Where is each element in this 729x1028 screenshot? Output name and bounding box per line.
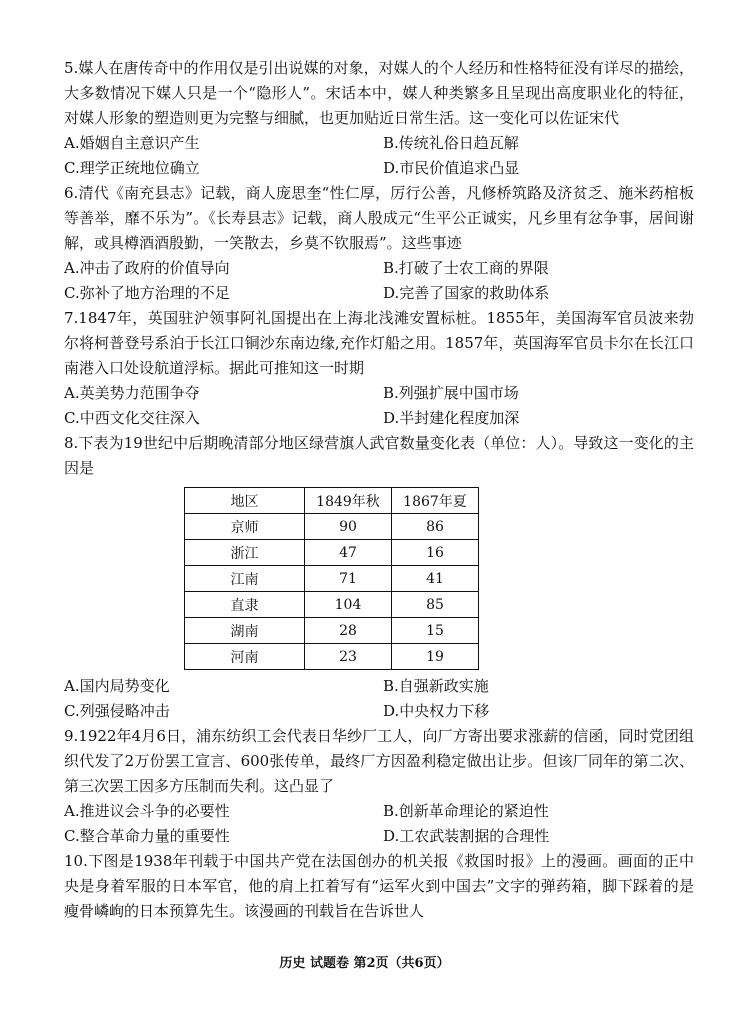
table-header: 1867年夏	[392, 488, 479, 514]
question-6-options	[64, 256, 694, 306]
question-5-option-d: D.市民价值追求凸显	[383, 159, 520, 177]
table-row	[185, 592, 479, 618]
table-row	[185, 540, 479, 566]
question-5-option-b: B.传统礼俗日趋瓦解	[383, 134, 519, 152]
page-footer: 历史 试题卷 第2页（共6页）	[279, 956, 450, 971]
table-cell-region: 京师	[185, 514, 305, 540]
table-cell: 85	[392, 592, 479, 618]
question-8-option-d: D.中央权力下移	[383, 702, 490, 720]
question-8-options	[64, 674, 694, 724]
table-cell: 16	[392, 540, 479, 566]
question-9-option-c: C.整合革命力量的重要性	[64, 827, 230, 845]
table-cell: 86	[392, 514, 479, 540]
question-6-option-c: C.弥补了地方治理的不足	[64, 284, 230, 302]
question-8-option-a: A.国内局势变化	[64, 677, 170, 695]
question-9-option-d: D.工农武装割据的合理性	[383, 827, 550, 845]
table-row	[185, 566, 479, 592]
question-6-stem: 6.清代《南充县志》记载，商人庞思奎“性仁厚，厉行公善，凡修桥筑路及济贫乏、施米药棺板等善举，靡不乐为”。《长寿县志》记载，商人殷成元“生平公正诚实，凡乡里有忿争事，居间谢解，或具樽酒酒殷勤，一笑散去，乡莫不钦服焉”。这些事迹	[64, 184, 694, 252]
table-row	[185, 514, 479, 540]
table-cell: 41	[392, 566, 479, 592]
table-cell: 28	[305, 618, 392, 644]
question-5-option-c: C.理学正统地位确立	[64, 159, 200, 177]
question-6-option-a: A.冲击了政府的价值导向	[64, 259, 230, 277]
table-cell: 19	[392, 644, 479, 670]
question-5-option-a: A.婚姻自主意识产生	[64, 134, 200, 152]
question-8-option-b: B.自强新政实施	[383, 677, 489, 695]
question-5-options	[64, 131, 694, 181]
question-8-stem: 8.下表为19世纪中后期晚清部分地区绿营旗人武官数量变化表（单位：人）。导致这一变化的主因是	[64, 434, 694, 477]
question-8-option-c: C.列强侵略冲击	[64, 702, 170, 720]
question-7-options	[64, 381, 694, 431]
question-9-stem: 9.1922年4月6日，浦东纺织工会代表日华纱厂工人，向厂方寄出要求涨薪的信函，同时党团组织代发了2万份罢工宣言、600张传单，最终厂方因盈利稳定做出让步。但该厂同年的第二次、第三次罢工因多方压制而失利。这凸显了	[64, 727, 694, 795]
exam-page	[64, 56, 694, 924]
table-cell: 104	[305, 592, 392, 618]
table-cell: 90	[305, 514, 392, 540]
question-6-option-d: D.完善了国家的救助体系	[383, 284, 550, 302]
question-9-options	[64, 799, 694, 849]
table-cell: 71	[305, 566, 392, 592]
question-6-option-b: B.打破了士农工商的界限	[383, 259, 549, 277]
table-row	[185, 644, 479, 670]
table-cell-region: 浙江	[185, 540, 305, 566]
question-9-option-b: B.创新革命理论的紧迫性	[383, 802, 549, 820]
table-cell-region: 河南	[185, 644, 305, 670]
question-7-option-d: D.半封建化程度加深	[383, 409, 520, 427]
question-7-option-c: C.中西文化交往深入	[64, 409, 200, 427]
table-header: 地区	[185, 488, 305, 514]
question-9-option-a: A.推进议会斗争的必要性	[64, 802, 230, 820]
table-header-row	[185, 488, 479, 514]
table-cell: 15	[392, 618, 479, 644]
table-cell-region: 湖南	[185, 618, 305, 644]
question-7-option-a: A.英美势力范围争夺	[64, 384, 200, 402]
table-cell: 47	[305, 540, 392, 566]
table-row	[185, 618, 479, 644]
data-table	[184, 487, 479, 670]
table-cell-region: 直隶	[185, 592, 305, 618]
table-cell: 23	[305, 644, 392, 670]
question-7-stem: 7.1847年，英国驻沪领事阿礼国提出在上海北浅滩安置标桩。1855年，美国海军官员波来勃尔将柯普登号系泊于长江口铜沙东南边缘,充作灯船之用。1857年，英国海军官员卡尔在长江口南港入口处设航道浮标。据此可推知这一时期	[64, 309, 694, 377]
question-7-option-b: B.列强扩展中国市场	[383, 384, 519, 402]
table-cell-region: 江南	[185, 566, 305, 592]
table-header: 1849年秋	[305, 488, 392, 514]
question-10-stem: 10.下图是1938年刊载于中国共产党在法国创办的机关报《救国时报》上的漫画。画面的正中央是身着军服的日本军官，他的肩上扛着写有“运军火到中国去”文字的弹药箱，脚下踩着的是瘦骨嶙峋的日本预算先生。该漫画的刊载旨在告诉世人	[64, 852, 694, 920]
question-5-stem: 5.媒人在唐传奇中的作用仅是引出说媒的对象，对媒人的个人经历和性格特征没有详尽的描绘，大多数情况下媒人只是一个“隐形人”。宋话本中，媒人种类繁多且呈现出高度职业化的特征，对媒人形象的塑造则更为完整与细腻，也更加贴近日常生活。这一变化可以佐证宋代	[64, 59, 694, 127]
